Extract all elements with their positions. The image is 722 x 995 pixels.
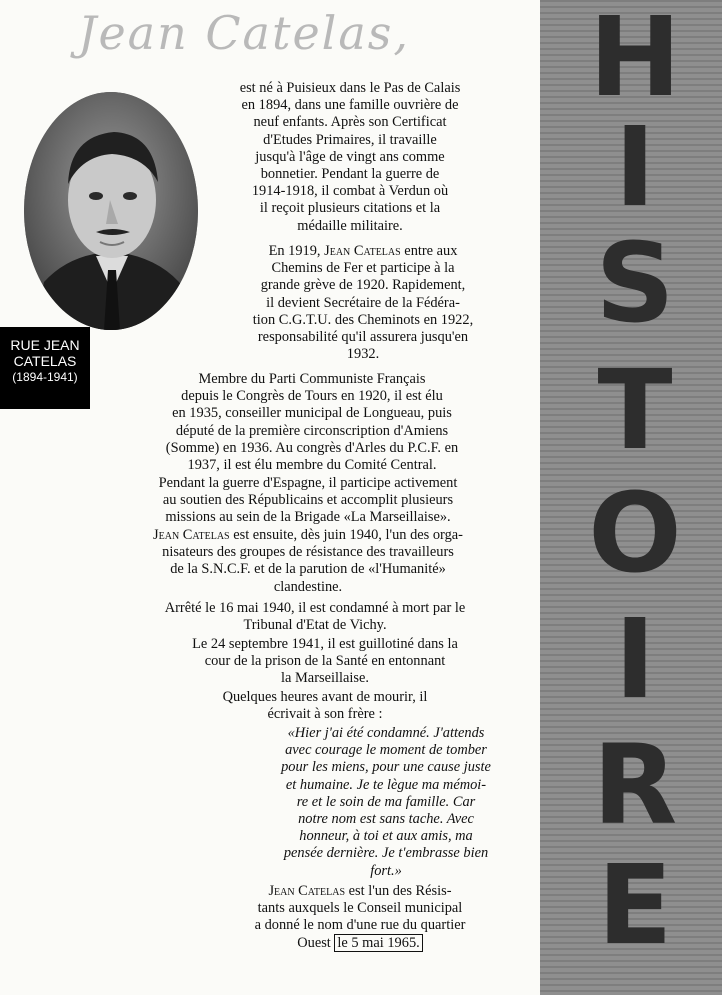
strip-letter-t: T [597, 346, 673, 474]
paragraph-railways-text-a: En 1919, [268, 243, 325, 259]
paragraph-last-words: Quelques heures avant de mourir, il écrivait à son frère : [222, 689, 428, 723]
histoire-strip [540, 0, 722, 995]
strip-letter-i: I [614, 103, 656, 231]
strip-letter-i-2: I [614, 595, 656, 723]
caption-line-2: CATELAS [13, 353, 77, 369]
caption-line-1: RUE JEAN [10, 337, 80, 353]
name-jean-catelas: Jean Catelas [324, 243, 401, 259]
strip-letter-e: E [597, 841, 673, 969]
street-caption [0, 327, 90, 409]
paragraph-birth: est né à Puisieux dans le Pas de Calais en 1894, dans une famille ouvrière de neuf enfants. Après son Certificat d'Etudes Primaires, il travaille jusqu'à l'âge de vingt ans comme bonnetier. Pendant la guerre de 1914-1918, il combat à Verdun où il reçoit plusieurs citations et la médaille militaire. [239, 80, 461, 234]
caption-years: (1894-1941) [12, 370, 78, 384]
strip-letter-h: H [588, 0, 682, 121]
paragraph-street-naming [210, 883, 510, 952]
name-jean-catelas: Jean Catelas [153, 527, 230, 543]
paragraph-street-naming-text: est l'un des Résis- tants auxquels le Conseil municipal a donné le nom d'une rue du quartier Ouest [254, 883, 466, 951]
paragraph-railways [196, 243, 530, 363]
strip-letter-s: S [595, 219, 675, 347]
strip-letter-o: O [588, 469, 682, 597]
paragraph-execution: Le 24 septembre 1941, il est guillotiné dans la cour de la prison de la Santé en entonnant la Marseillaise. [192, 636, 458, 687]
paragraph-spain: Pendant la guerre d'Espagne, il participe activement au soutien des Républicains et accomplit plusieurs missions au sein de la Brigade «La Marseillaise». [158, 475, 458, 526]
paragraph-arrest: Arrêté le 16 mai 1940, il est condamné à mort par le Tribunal d'Etat de Vichy. [164, 600, 466, 634]
naming-date: le 5 mai 1965. [334, 934, 422, 952]
paragraph-railways-text-b: entre aux Chemins de Fer et participe à la grande grève de 1920. Rapidement, il devient Secrétaire de la Fédéra- tion C.G.T.U. des Cheminots en 1922, responsabilité qu'il assurera jusqu'en 1932. [252, 243, 474, 363]
strip-letter-r: R [592, 721, 678, 849]
paragraph-communist-party: Membre du Parti Communiste Français depuis le Congrès de Tours en 1920, il est élu en 1935, conseiller municipal de Longueau, puis député de la première circonscription d'Amiens (Somme) en 1936. Au congrès d'Arles du P.C.F. en 1937, il est élu membre du Comité Central. [165, 371, 459, 474]
paragraph-resistance [88, 527, 528, 596]
quote-letter: «Hier j'ai été condamné. J'attends avec courage le moment de tomber pour les miens, pour une cause juste et humaine. Je te lègue ma mémoi- re et le soin de ma famille. Car notre nom est sans tache. Avec honneur, à toi et aux amis, ma pensée dernière. Je t'embrasse bien fort.» [281, 725, 491, 879]
page-title: Jean Catelas, [78, 6, 411, 60]
name-jean-catelas: Jean Catelas [268, 883, 346, 899]
paragraph-resistance-text: est ensuite, dès juin 1940, l'un des orga- nisateurs des groupes de résistance des travailleurs de la S.N.C.F. et de la parution de «l'Humanité» clandestine. [162, 527, 463, 595]
